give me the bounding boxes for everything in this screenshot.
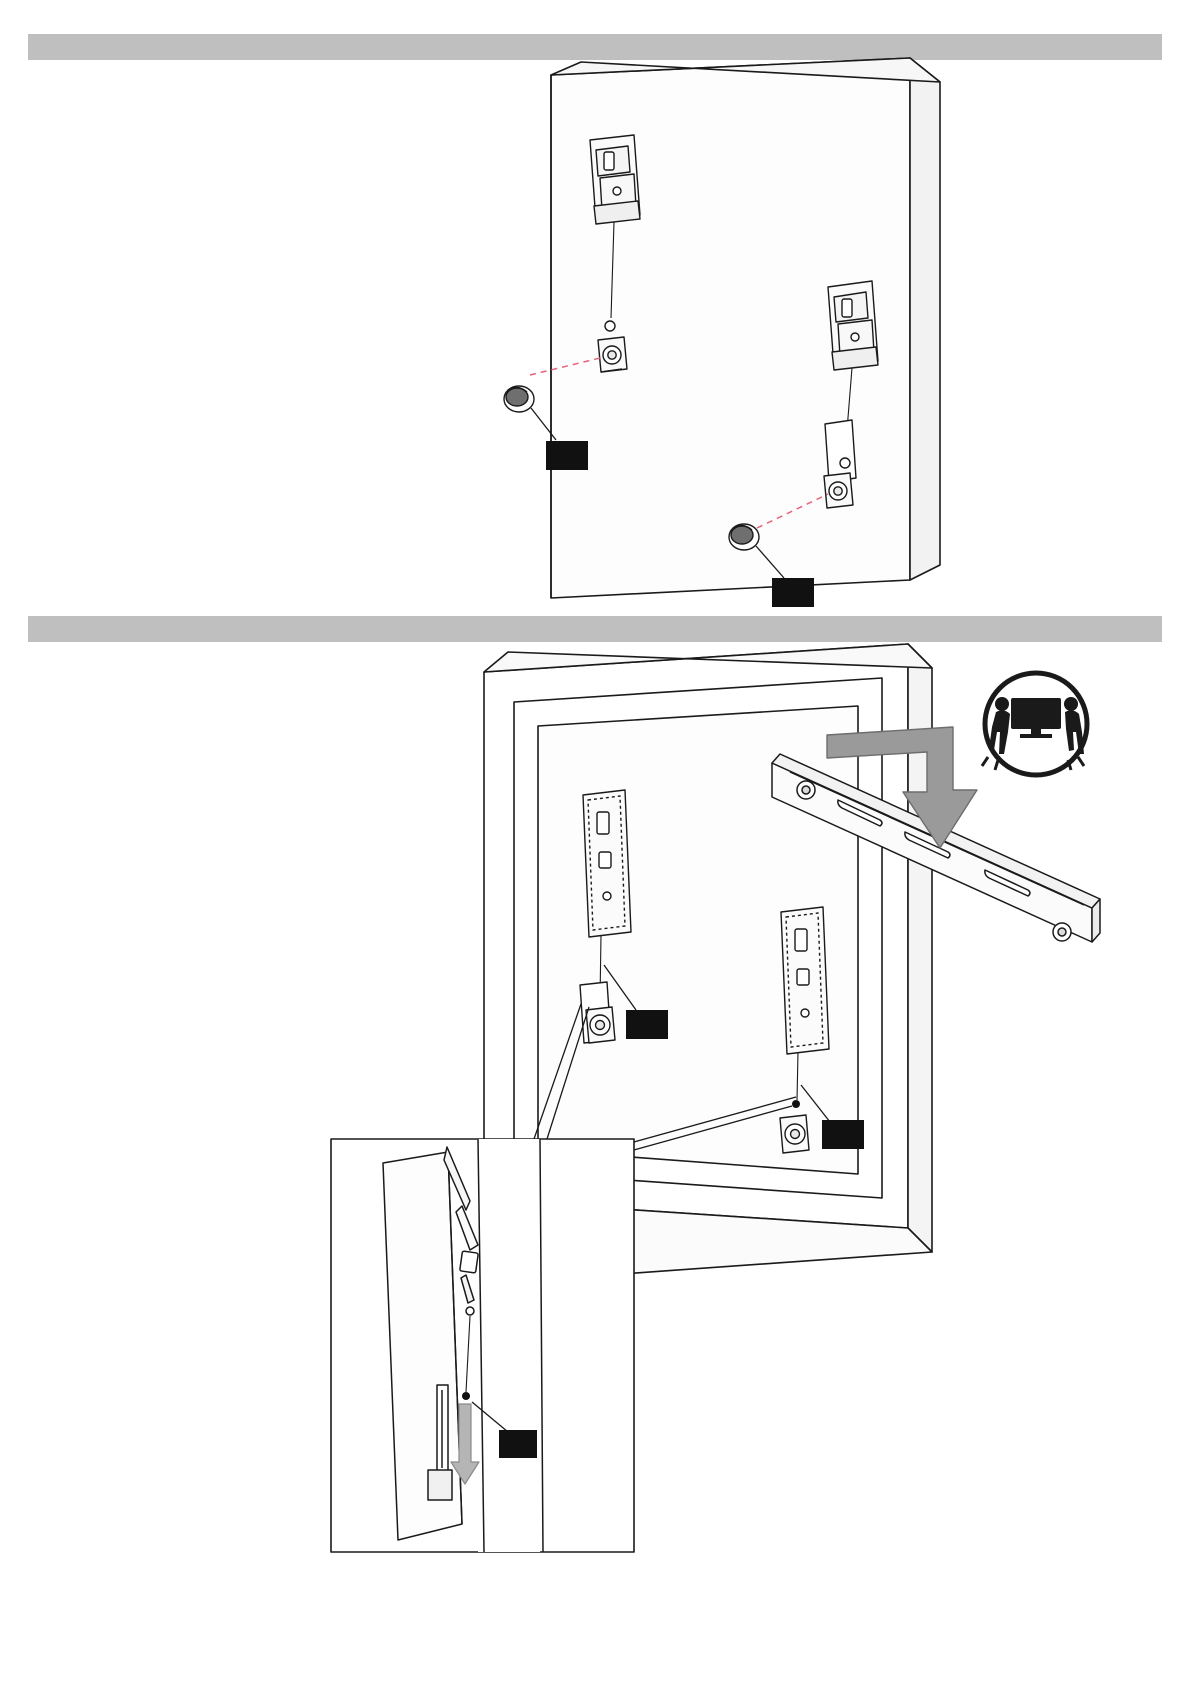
callout-detail bbox=[499, 1430, 537, 1458]
callout-top-right bbox=[772, 578, 814, 607]
callout-bottom-right bbox=[822, 1120, 864, 1149]
callout-bottom-left bbox=[626, 1010, 668, 1039]
callout-top-left bbox=[546, 441, 588, 470]
top-separator-band bbox=[28, 34, 1162, 60]
middle-separator-band bbox=[28, 616, 1162, 642]
